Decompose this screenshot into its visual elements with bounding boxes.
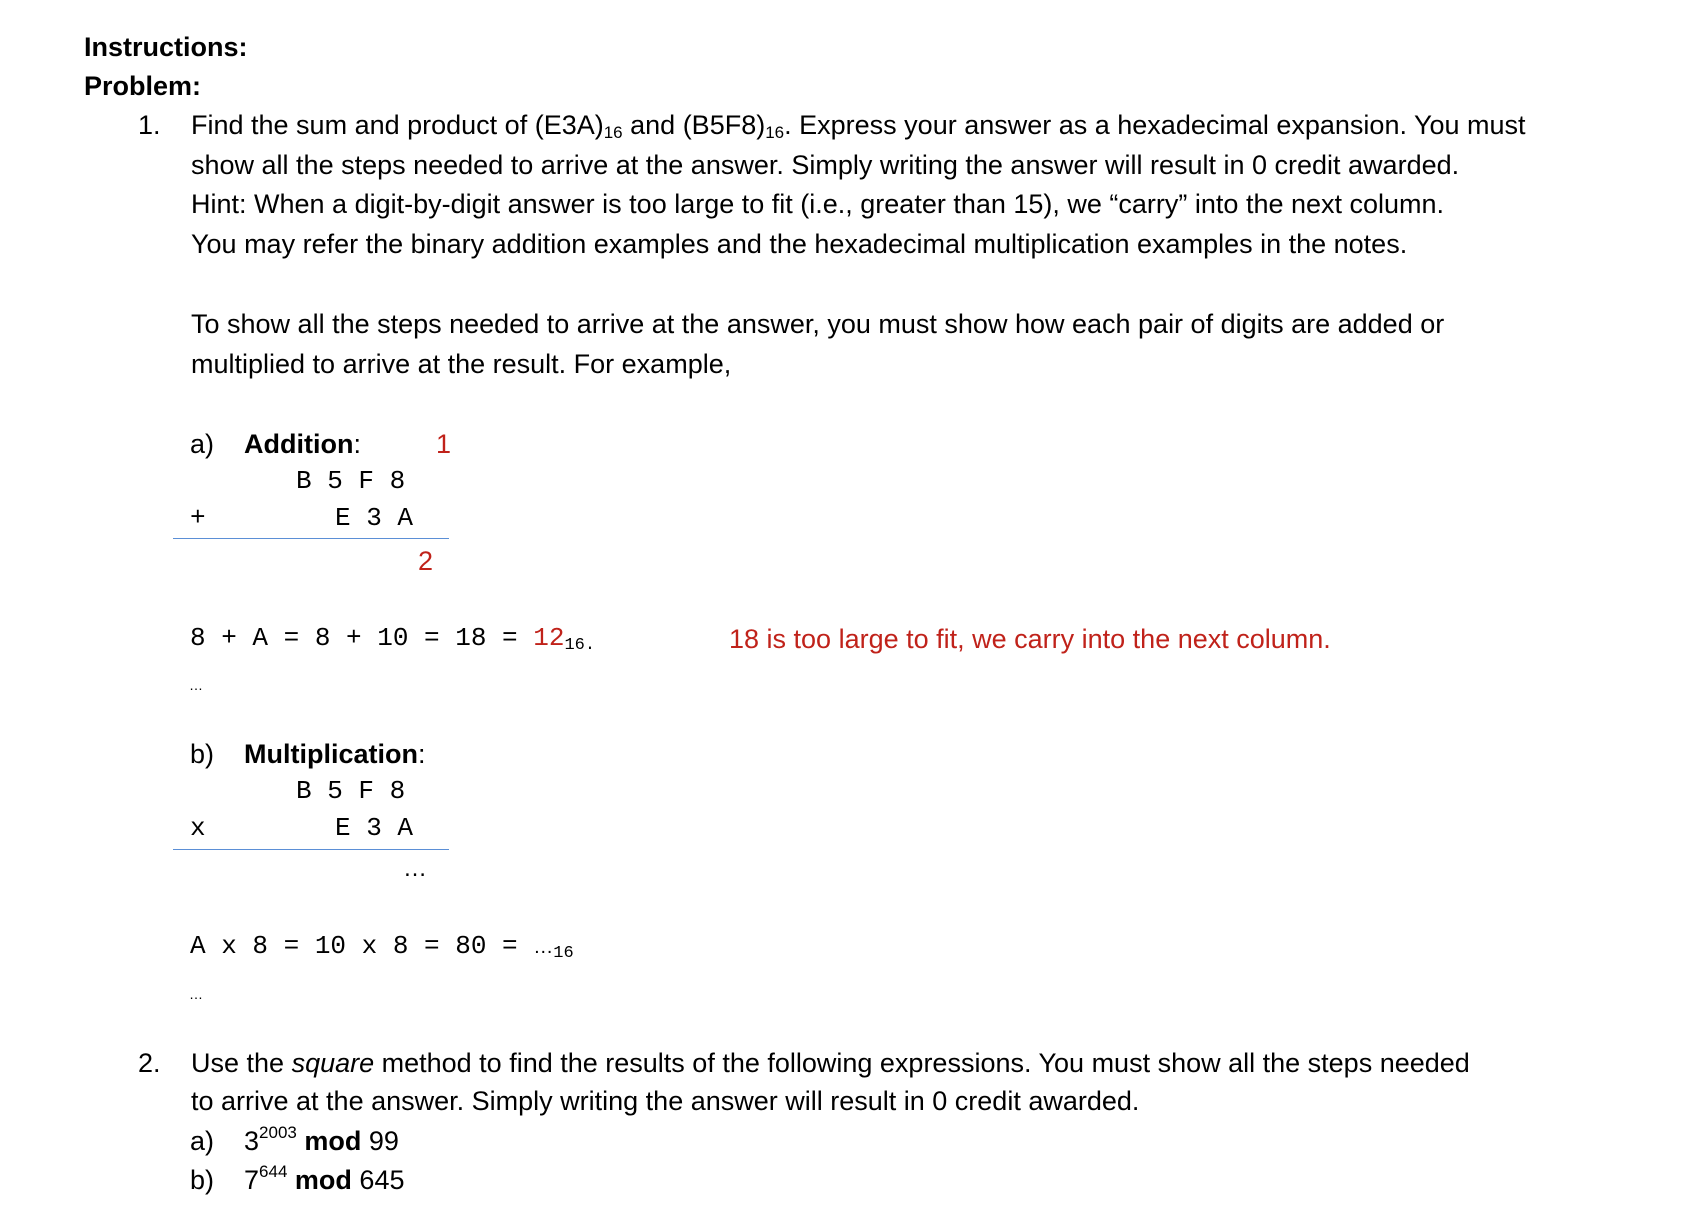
problem-1-line-1: Find the sum and product of $(E3A)_{16}$ and $(B5F8)_{16}$. Express your answer as a hexadecimal expansion. You must — [191, 110, 1526, 142]
problem-1-line-6: multiplied to arrive at the result. For example, — [191, 349, 732, 379]
problem-2-line-2: to arrive at the answer. Simply writing the answer will result in 0 credit awarded. — [191, 1086, 1140, 1116]
problem-2a-label: a) — [190, 1126, 215, 1156]
problem-2b-expression: $7^{644}$ mod 645 — [244, 1162, 405, 1195]
multiplication-row-2: E 3 A — [335, 813, 414, 843]
problem-1-number: 1. — [138, 110, 161, 140]
multiplication-title: Multiplication: — [244, 739, 426, 769]
multiplication-row-1: B 5 F 8 — [296, 776, 406, 806]
addition-row-2: E 3 A — [335, 503, 414, 533]
problem-1-hint: Hint: When a digit-by-digit answer is too large to fit (i.e., greater than 15), we “carry” into the next column. — [191, 189, 1445, 219]
addition-note: 18 is too large to fit, we carry into the next column. — [729, 624, 1331, 654]
problem-2a-expression: $3^{2003}$ mod 99 — [244, 1123, 399, 1156]
problem-heading: Problem: — [84, 71, 202, 101]
multiplication-ellipsis: … — [189, 986, 203, 1002]
problem-2-line-1: Use the square method to find the results of the following expressions. You must show all the steps needed — [191, 1048, 1470, 1078]
problem-2b-label: b) — [190, 1165, 215, 1195]
addition-row-1: B 5 F 8 — [296, 466, 406, 496]
problem-1-line-4: You may refer the binary addition examples and the hexadecimal multiplication examples in the notes. — [191, 229, 1408, 259]
addition-carry: 1 — [436, 429, 452, 459]
instructions-heading: Instructions: — [84, 32, 248, 62]
addition-operator: + — [190, 503, 206, 533]
addition-equation-result: 12 — [533, 623, 565, 653]
addition-equation: $8 + A = 8 + 10 = 18 = 12_{16.}$ — [190, 623, 596, 655]
problem-1-line-5: To show all the steps needed to arrive at the answer, you must show how each pair of digits are added or — [191, 309, 1445, 339]
addition-ellipsis: … — [189, 677, 203, 693]
multiplication-result: … — [403, 855, 427, 882]
multiplication-rule — [173, 849, 449, 850]
addition-rule — [173, 538, 449, 539]
problem-2-number: 2. — [138, 1048, 161, 1078]
problem-1-line-2: show all the steps needed to arrive at the answer. Simply writing the answer will result in 0 credit awarded. — [191, 150, 1460, 180]
multiplication-equation: A x 8 = 10 x $8 = 80 = \dots_{16}$ — [190, 931, 574, 963]
addition-title: Addition: — [244, 429, 361, 459]
addition-label: a) — [190, 429, 215, 459]
multiplication-operator: x — [190, 813, 206, 843]
addition-result: 2 — [418, 546, 434, 576]
multiplication-label: b) — [190, 739, 215, 769]
